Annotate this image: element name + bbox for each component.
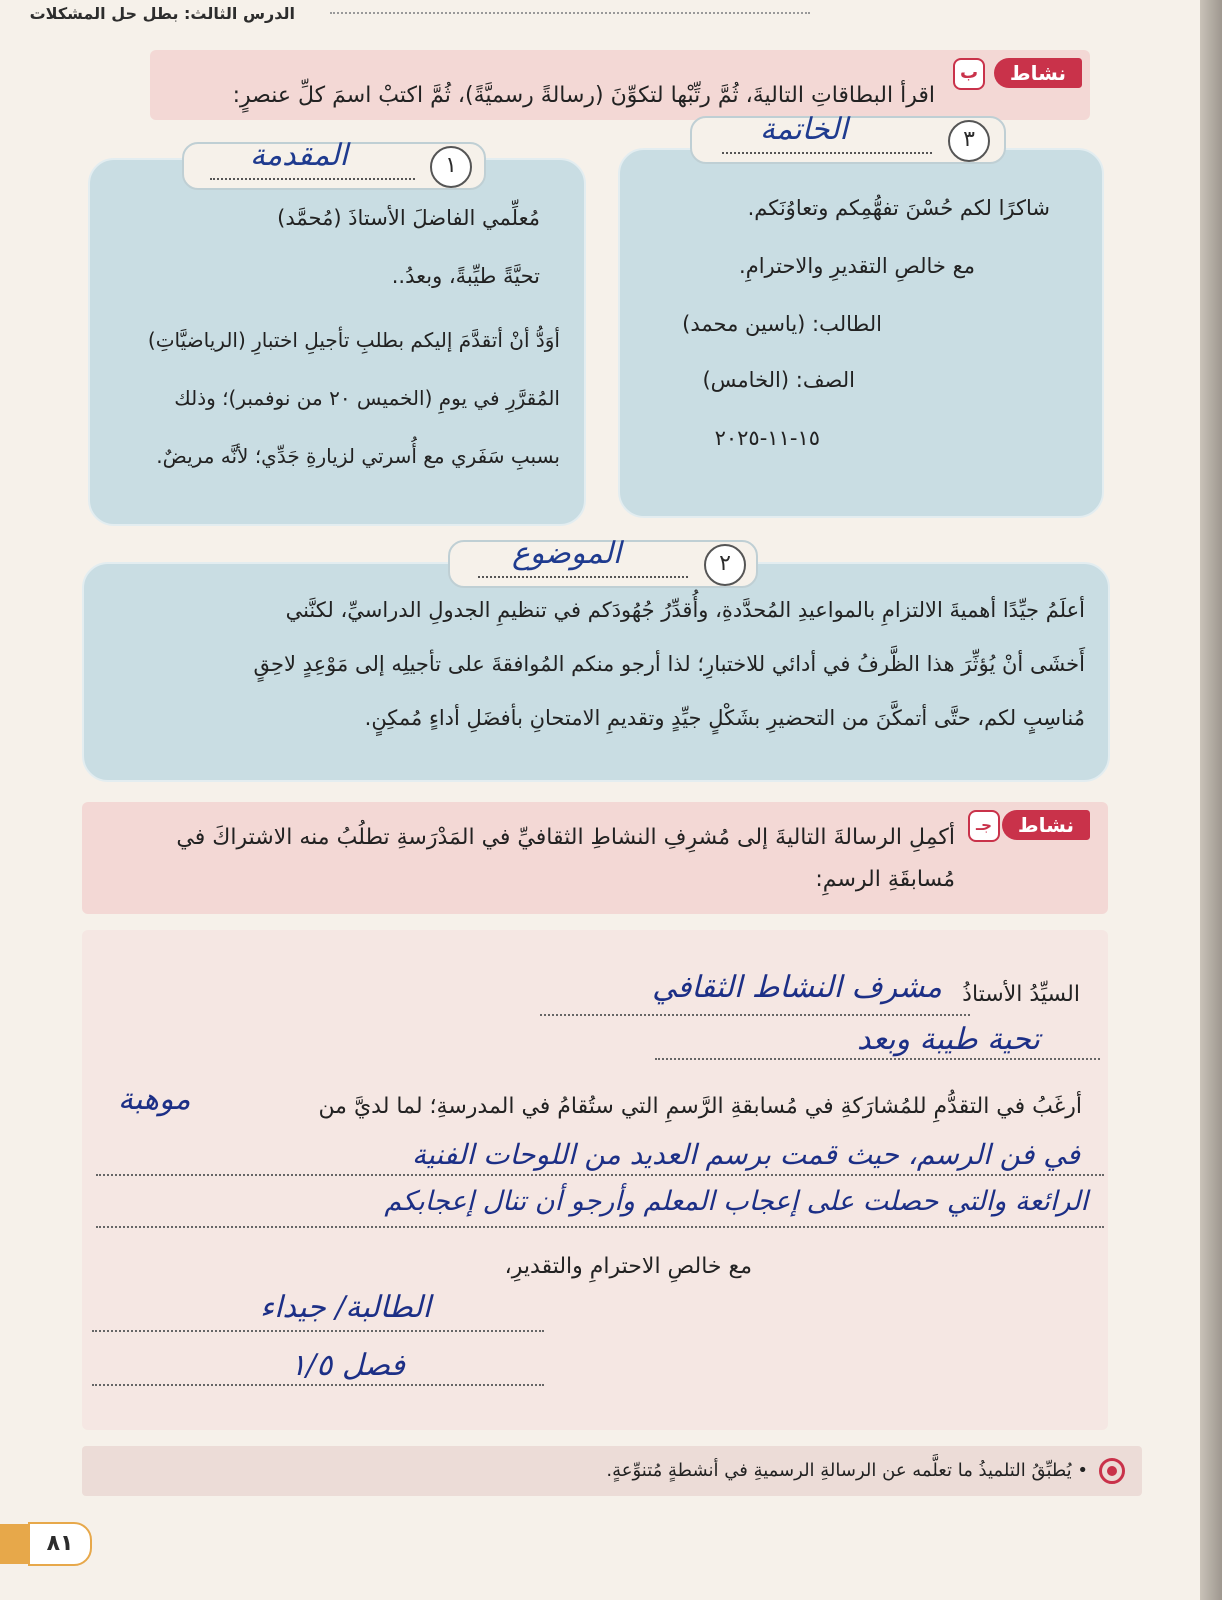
greeting-answer-line: [655, 1058, 1100, 1060]
letter-area: [82, 930, 1108, 1430]
activity-b-badge: نشاط: [994, 58, 1082, 88]
activity-b-instruction: اقرأ البطاقاتِ التاليةَ، ثُمَّ رتِّبْها لتكوِّنَ (رسالةً رسميَّةً)، ثُمَّ اكتبْ اسمَ كلِّ عنصرٍ:: [232, 83, 935, 108]
activity-c-instruction-2: مُسابقَةِ الرسمِ:: [815, 867, 955, 892]
class-answer: فصل ١/٥: [290, 1348, 405, 1383]
intro-line-4: المُقرَّرِ في يومِ (الخميس ٢٠ من نوفمبر)؛ وذلك: [174, 386, 560, 410]
intro-line-1: مُعلِّمي الفاضلَ الأستاذَ (مُحمَّد): [277, 206, 540, 230]
topic-answer: الموضوع: [512, 536, 622, 571]
activity-c-letter: جـ: [968, 810, 1000, 842]
closing-line-2: مع خالصِ التقديرِ والاحترامِ.: [739, 254, 975, 278]
page-number-bar: [0, 1524, 30, 1564]
letter-closing-printed: مع خالصِ الاحترامِ والتقديرِ،: [504, 1254, 752, 1279]
closing-date: ١٥-١١-٢٠٢٥: [714, 426, 820, 450]
signature-answer: الطالبة/ جيداء: [260, 1290, 431, 1325]
activity-c-badge: نشاط: [1002, 810, 1090, 840]
salutation-answer: مشرف النشاط الثقافي: [652, 970, 942, 1005]
activity-c-instruction-1: أكمِلِ الرسالةَ التاليةَ إلى مُشرِفِ النشاطِ الثقافيِّ في المَدْرَسةِ تطلُبُ منه الاشتراكَ في: [176, 825, 955, 850]
letter-body-answer-2: في فن الرسم، حيث قمت برسم العديد من اللوحات الفنية: [411, 1138, 1080, 1171]
intro-answer-line: [210, 178, 415, 180]
intro-number: ١: [430, 146, 472, 188]
topic-line-1: أعلَمُ جيِّدًا أهميةَ الالتزامِ بالمواعيدِ المُحدَّدةِ، وأُقدِّرُ جُهُودَكم في تنظيمِ الجدولِ الدراسيِّ، لكنَّني: [285, 598, 1085, 622]
lesson-title: الدرس الثالث: بطل حل المشكلات: [29, 4, 295, 23]
letter-body-printed: أرغَبُ في التقدُّمِ للمُشارَكةِ في مُسابقةِ الرَّسمِ التي ستُقامُ في المدرسةِ؛ لما لديَّ من: [318, 1094, 1082, 1119]
class-line: [92, 1384, 544, 1386]
signature-line: [92, 1330, 544, 1332]
salutation-answer-line: [540, 1014, 970, 1016]
topic-answer-line: [478, 576, 688, 578]
letter-body-answer-3: الرائعة والتي حصلت على إعجاب المعلم وأرجو أن تنال إعجابكم: [384, 1186, 1088, 1217]
intro-line-2: تحيَّةً طيِّبةً، وبعدُ..: [391, 264, 540, 288]
intro-answer: المقدمة: [250, 138, 348, 173]
topic-line-3: مُناسِبٍ لكم، حتَّى أتمكَّنَ من التحضيرِ بشَكْلٍ جيِّدٍ وتقديمِ الامتحانِ بأفضَلِ أداءٍ مُمكِنٍ.: [364, 706, 1085, 730]
topic-line-2: أَخشَى أنْ يُؤثِّرَ هذا الظَّرفُ في أدائي للاختبارِ؛ لذا أرجو منكم المُوافقةَ على تأجيلِه إلى مَوْعِدٍ لاحِقٍ: [253, 652, 1085, 676]
page-number: ٨١: [28, 1522, 92, 1566]
activity-b-letter: ب: [953, 58, 985, 90]
closing-answer: الخاتمة: [760, 112, 848, 147]
learning-objective: • يُطبِّقُ التلميذُ ما تعلَّمه عن الرسالةِ الرسميةِ في أنشطةٍ مُتنوِّعةٍ.: [606, 1460, 1088, 1481]
letter-body-line-2: [96, 1174, 1104, 1176]
letter-body-answer-1: موهبة: [118, 1082, 191, 1117]
topic-number: ٢: [704, 544, 746, 586]
closing-line-1: شاكرًا لكم حُسْنَ تفهُّمِكم وتعاوُنَكم.: [747, 196, 1050, 220]
closing-number: ٣: [948, 120, 990, 162]
intro-line-5: بسببِ سَفَري مع أُسرتي لزيارةِ جَدِّي؛ لأنَّه مريضٌ.: [156, 444, 560, 468]
header-rule: [330, 12, 810, 14]
closing-line-4: الصف: (الخامس): [702, 368, 855, 392]
target-icon: [1099, 1458, 1125, 1484]
letter-body-line-3: [96, 1226, 1104, 1228]
closing-line-3: الطالب: (ياسين محمد): [682, 312, 882, 336]
intro-line-3: أوَدُّ أنْ أتقدَّمَ إليكم بطلبِ تأجيلِ اختبارِ (الرياضيَّاتِ): [147, 328, 560, 352]
letter-salutation-label: السيِّدُ الأستاذُ: [962, 982, 1080, 1007]
greeting-answer: تحية طيبة وبعد: [856, 1022, 1040, 1057]
closing-answer-line: [722, 152, 932, 154]
book-page-edge: [1200, 0, 1222, 1600]
